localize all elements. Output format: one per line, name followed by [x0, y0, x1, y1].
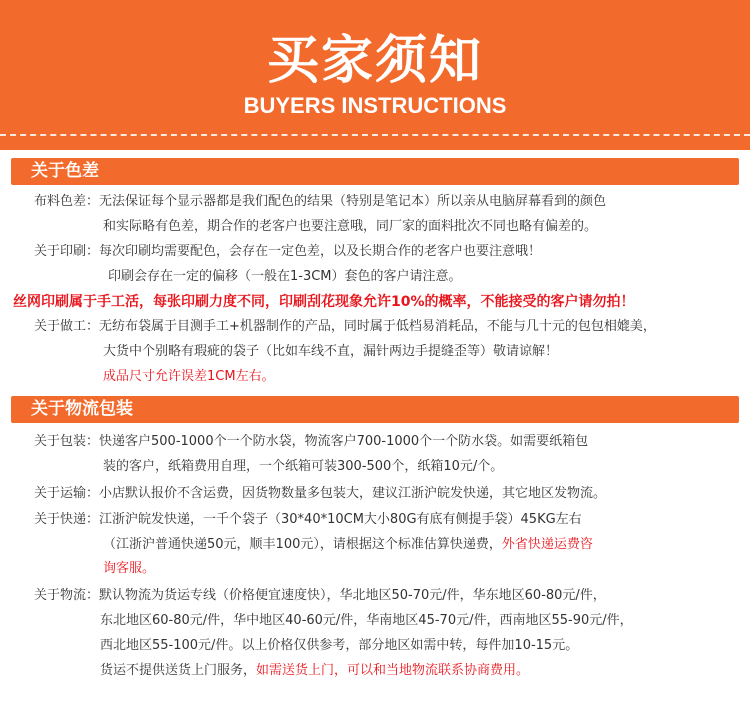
warning-line: 丝网印刷属于手工活，每张印刷力度不同，印刷刮花现象允许10%的概率，不能接受的客户请勿拍！	[13, 294, 635, 310]
text-line	[103, 534, 593, 556]
section-header-color-difference	[11, 158, 739, 185]
section-header-logistics	[11, 396, 739, 423]
tolerance-note: 成品尺寸允许误差1CM左右。	[103, 369, 275, 384]
text-line: 布料色差：无法保证每个显示器都是我们配色的结果（特别是笔记本）所以亲从电脑屏幕看到的颜色	[34, 194, 607, 209]
text-line: 和实际略有色差，期合作的老客户也要注意哦，同厂家的面料批次不同也略有偏差的。	[103, 219, 598, 234]
header-banner	[0, 0, 750, 150]
text-line	[100, 660, 529, 682]
text-line: 关于印刷：每次印刷均需要配色，会存在一定色差，以及长期合作的老客户也要注意哦！	[34, 244, 542, 259]
text-line: 关于物流：默认物流为货运专线（价格便宜速度快），华北地区50-70元/件，华东地区60-80元/件，	[34, 588, 606, 603]
section-title: 关于色差	[31, 161, 99, 181]
express-estimate-text: （江浙沪普通快递50元，顺丰100元），请根据这个标准估算快递费，	[103, 537, 502, 552]
page-subtitle: BUYERS INSTRUCTIONS	[243, 93, 507, 118]
stitch-divider	[0, 134, 750, 136]
no-delivery-text: 货运不提供送货上门服务，	[100, 663, 257, 678]
express-consult-note-cont: 询客服。	[103, 561, 156, 576]
express-consult-note: 外省快递运费咨	[501, 537, 593, 552]
text-line: 西北地区55-100元/件。以上价格仅供参考，部分地区如需中转，每件加10-15元。	[100, 638, 579, 653]
text-line: 印刷会存在一定的偏移（一般在1-3CM）套色的客户请注意。	[108, 269, 462, 284]
text-line: 关于运输：小店默认报价不含运费，因货物数量多包装大，建议江浙沪皖发快递，其它地区发物流。	[34, 486, 607, 501]
text-line: 大货中个别略有瑕疵的袋子（比如车线不直，漏针两边手提缝歪等）敬请谅解！	[103, 344, 559, 359]
section-title: 关于物流包装	[31, 399, 133, 419]
delivery-negotiation-note: 如需送货上门，可以和当地物流联系协商费用。	[256, 663, 530, 678]
text-line: 关于做工：无纺布袋属于目测手工+机器制作的产品，同时属于低档易消耗品，不能与几十元的包包相媲美，	[34, 319, 656, 334]
text-line: 装的客户，纸箱费用自理，一个纸箱可装300-500个，纸箱10元/个。	[103, 459, 504, 474]
page-title: 买家须知	[266, 31, 483, 91]
text-line: 东北地区60-80元/件，华中地区40-60元/件，华南地区45-70元/件，西南地区55-90元/件，	[100, 613, 633, 628]
text-line: 关于包装：快递客户500-1000个一个防水袋，物流客户700-1000个一个防水袋。如需要纸箱包	[34, 434, 589, 449]
text-line: 关于快递：江浙沪皖发快递，一千个袋子（30*40*10CM大小80G有底有侧提手袋）45KG左右	[34, 512, 582, 527]
